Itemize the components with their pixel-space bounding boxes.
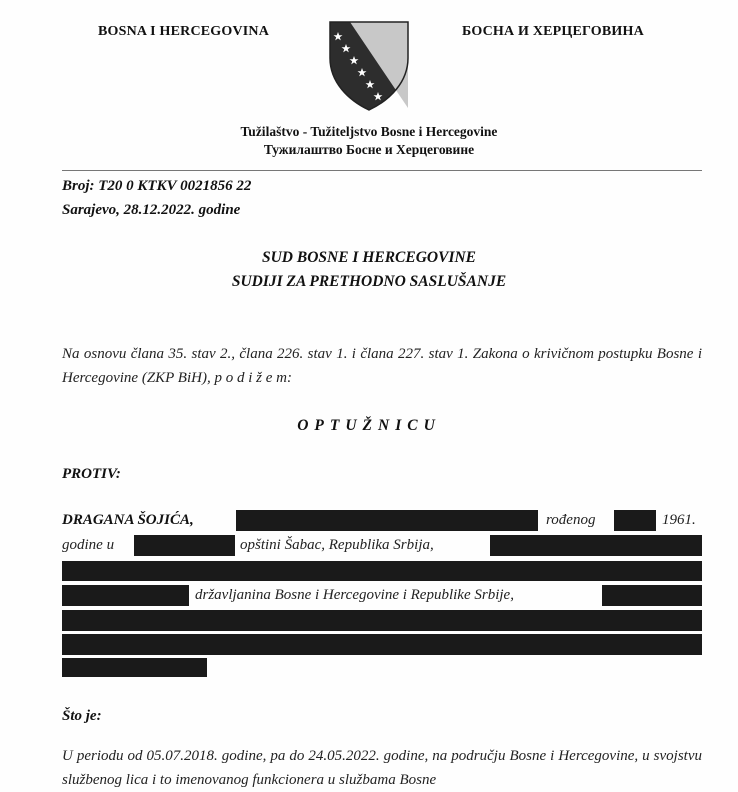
legal-basis-paragraph: Na osnovu člana 35. stav 2., člana 226. stav 1. i člana 227. stav 1. Zakona o krivičnom postupku Bosne i Hercegovine (ZKP BiH), p o d i ž e m: (62, 346, 702, 386)
redaction-bar (490, 535, 702, 556)
born-label: rođenog (546, 512, 596, 528)
header-left-title: BOSNA I HERCEGOVINA (98, 24, 270, 39)
header-divider (62, 170, 702, 171)
against-label: PROTIV: (62, 466, 121, 482)
case-number: Broj: T20 0 KTKV 0021856 22 (62, 178, 252, 194)
body-paragraph: U periodu od 05.07.2018. godine, pa do 24.05.2022. godine, na području Bosne i Hercegovine, u svojstvu službenog lica i to imenovanog funkcionera u službama Bosne (62, 748, 702, 788)
office-name-cyrillic: Тужилаштво Босне и Херцеговине (263, 142, 475, 157)
redaction-bar (62, 658, 207, 677)
redaction-bar (62, 610, 702, 631)
court-judge: SUDIJI ZA PRETHODNO SASLUŠANJE (231, 273, 507, 290)
what-label: Što je: (62, 708, 102, 724)
redaction-bar (236, 510, 538, 531)
bih-coat-of-arms-icon (328, 20, 410, 112)
godine-u-label: godine u (62, 537, 115, 553)
header-right-title: БОСНА И ХЕРЦЕГОВИНА (462, 24, 644, 39)
redaction-bar (62, 585, 189, 606)
redaction-bar (602, 585, 702, 606)
court-name: SUD BOSNE I HERCEGOVINE (261, 249, 477, 266)
redaction-bar (134, 535, 235, 556)
municipality-text: opštini Šabac, Republika Srbija, (240, 537, 434, 553)
redaction-bar (62, 634, 702, 655)
citizenship-text: državljanina Bosne i Hercegovine i Republike Srbije, (195, 587, 514, 603)
defendant-name: DRAGANA ŠOJIĆA, (62, 512, 194, 528)
birth-year: 1961. (662, 512, 696, 528)
document-title: OPTUŽNICU (297, 417, 441, 434)
redaction-bar (62, 561, 702, 581)
place-date: Sarajevo, 28.12.2022. godine (62, 202, 241, 218)
redaction-bar (614, 510, 656, 531)
office-name-latin: Tužilaštvo - Tužiteljstvo Bosne i Hercegovine (240, 124, 498, 139)
